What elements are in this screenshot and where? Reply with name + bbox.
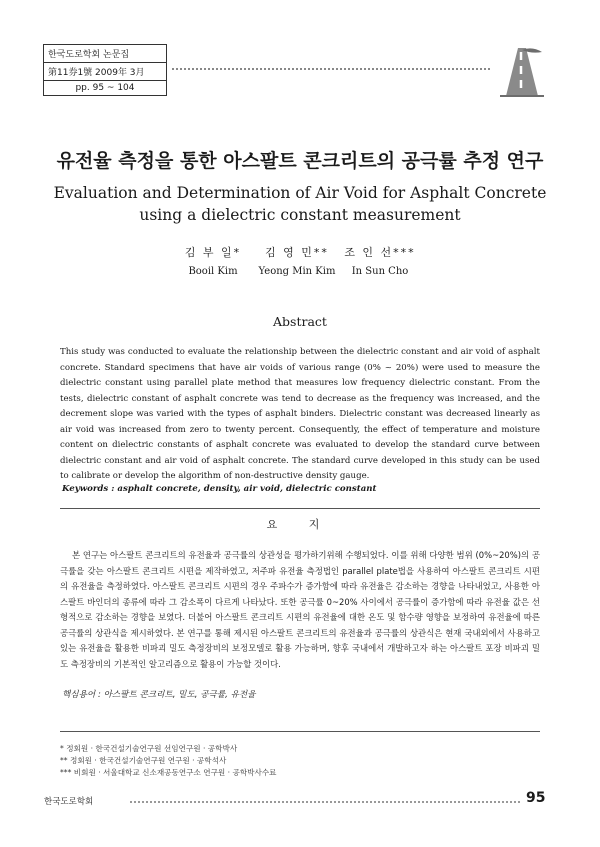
author-3-english: In Sun Cho bbox=[351, 266, 409, 277]
title-korean: 유전율 측정을 통한 아스팔트 콘크리트의 공극률 추정 연구 bbox=[56, 150, 544, 172]
abstract-text: This study was conducted to evaluate the relationship between the dielectric constant and air void of asphalt concrete. Standard specimens that have air voids of various range (0% ~ 20%) were used to measure the dielectric constant using parallel plate method that measures low frequency dielectric constant. From the tests, dielectric constant of asphalt concrete was tend to decrease as the frequency was increased, and the decrement slope was varied with the types of asphalt binders. Dielectric constant was decreased linearly as air void was increased from zero to twenty percent. Consequently, the effect of temperature and moisture content on dielectric constants of asphalt concrete was evaluated to develop the standard curve between dielectric constant and air void of asphalt concrete. The standard curve developed in this study can be used to calibrate or develop the algorithm of non-destructive density gauge. bbox=[60, 347, 540, 481]
footnote-divider bbox=[60, 731, 540, 732]
footer-dotted-rule bbox=[130, 801, 520, 803]
section-divider bbox=[60, 508, 540, 509]
title-english-line1: Evaluation and Determination of Air Void for Asphalt Concrete bbox=[53, 184, 547, 202]
author-2-english: Yeong Min Kim bbox=[258, 266, 336, 277]
title-english-line2: using a dielectric constant measurement bbox=[139, 206, 461, 224]
yoji-text: 본 연구는 아스팔트 콘크리트의 유전율과 공극률의 상관성을 평가하기위해 수행되었다. 이를 위해 다양한 범위 (0%~20%)의 공극률을 갖는 아스팔트 콘크리트 시편을 제작하였고, 저주파 유전율 측정법인 parallel plate법을 사용하여 아스팔트 콘크리트 시편의 유전율을 측정하였다. 아스팔트 콘크리트 시편의 경우 주파수가 증가함에 따라 유전율은 감소하는 경향을 나타내었고, 사용한 아스팔트 바인더의 종류에 따라 그 감소폭이 다르게 나타났다. 또한 공극률 0~20% 사이에서 공극률이 증가함에 따라 유전율 값은 선형적으로 감소하는 경향을 보였다. 더불어 아스팔트 콘크리트 시편의 유전율에 대한 온도 및 함수량 영향을 보정하여 유전율에 따른 공극률의 상관식을 제시하였다. 본 연구를 통해 제시된 아스팔트 콘크리트의 유전율과 공극률의 상관식은 현재 국내외에서 사용하고 있는 유전율을 활용한 비파괴 밀도 측정장비의 보정모델로 활용 가능하며, 향후 국내에서 개발하고자 하는 아스팔트 포장 비파괴 밀도 측정장비의 기본적인 알고리즘으로 활용이 가능할 것이다. bbox=[60, 550, 540, 669]
page-number: 95 bbox=[526, 790, 546, 806]
author-1-korean: 김 부 일* bbox=[184, 246, 242, 259]
abstract-keywords: Keywords : asphalt concrete, density, air void, dielectric constant bbox=[62, 484, 377, 494]
title-english bbox=[0, 182, 600, 226]
author-1-english: Booil Kim bbox=[188, 266, 238, 277]
journal-volume: 第11券1號 2009年 3月 bbox=[44, 63, 166, 81]
journal-info-box bbox=[43, 44, 167, 96]
footnote-1: * 정회원 · 한국건설기술연구원 선임연구원 · 공학박사 bbox=[60, 744, 238, 753]
footnote-2: ** 정회원 · 한국건설기술연구원 연구원 · 공학석사 bbox=[60, 756, 227, 765]
header-dotted-rule bbox=[172, 68, 490, 70]
yoji-keywords: 핵심용어 : 아스팔트 콘크리트, 밀도, 공극률, 유전율 bbox=[62, 690, 256, 700]
road-logo-icon bbox=[492, 38, 552, 100]
footnote-3: *** 비회원 · 서울대학교 신소재공동연구소 연구원 · 공학박사수료 bbox=[60, 768, 277, 777]
abstract-heading: Abstract bbox=[273, 314, 327, 329]
journal-name: 한국도로학회 논문집 bbox=[44, 45, 166, 63]
author-3 bbox=[320, 244, 440, 277]
author-3-korean: 조 인 선*** bbox=[344, 246, 416, 259]
yoji-heading: 요 지 bbox=[266, 518, 334, 531]
footer-society: 한국도로학회 bbox=[44, 797, 94, 807]
author-2-korean: 김 영 민** bbox=[265, 246, 329, 259]
journal-pages: pp. 95 ~ 104 bbox=[75, 83, 135, 93]
footnotes bbox=[60, 743, 540, 779]
